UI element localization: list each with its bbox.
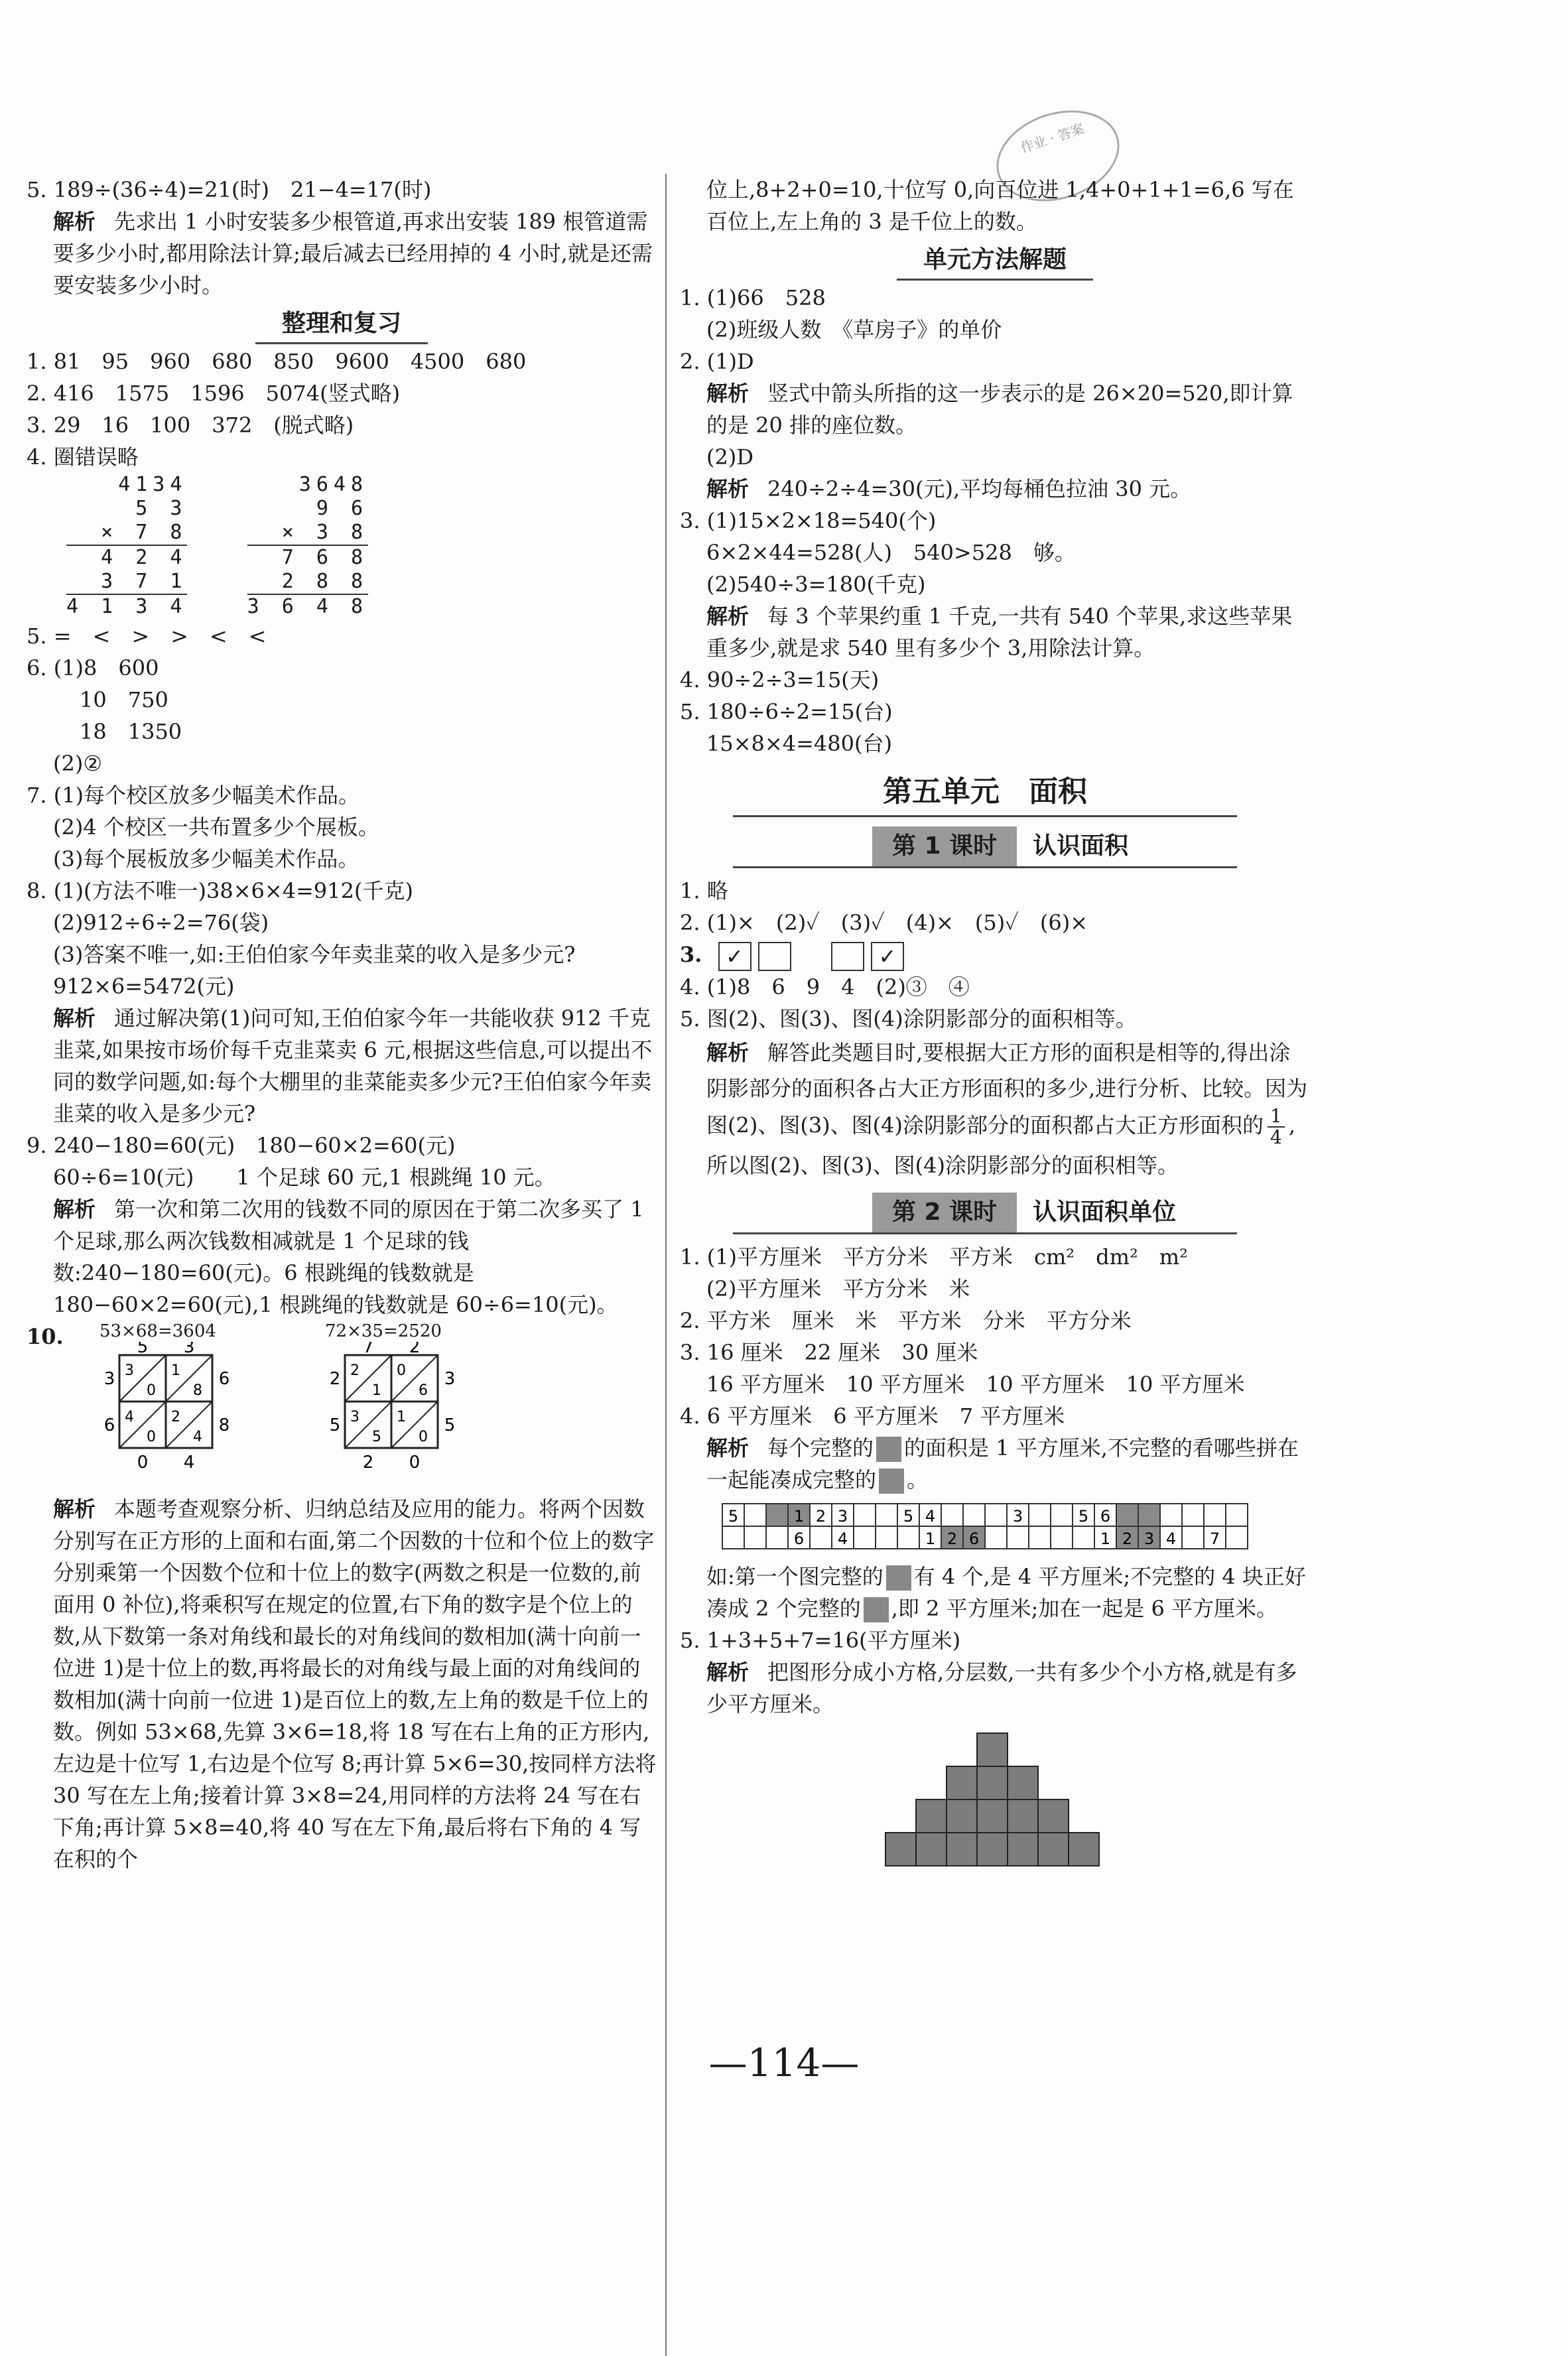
lattice-1-title: 53×68=3604 [99, 1321, 216, 1341]
review-1: 1. 81 95 960 680 850 9600 4500 680 [27, 349, 527, 374]
review-8c: (3)答案不唯一,如:王伯伯家今年卖韭菜的收入是多少元? [53, 942, 576, 967]
lattice-digit: 0 [147, 1382, 156, 1399]
right-column [680, 174, 1310, 1881]
method-1a: 1. (1)66 528 [680, 285, 826, 310]
strip-number: 4 [837, 1529, 848, 1548]
strip-number: 5 [728, 1506, 739, 1526]
lattice-digit: 3 [444, 1369, 456, 1389]
strip-number: 6 [968, 1529, 980, 1548]
strip-cell [941, 1504, 963, 1526]
strip-cell [1226, 1526, 1248, 1549]
unit-5-analysis: 解析 把图形分成小方格,分层数,一共有多少个小方格,就是有多少平方厘米。 [706, 1659, 1297, 1717]
gray-square-icon [886, 1565, 911, 1591]
vertical-calc-2: 3648 9 6 × 3 8 7 6 8 2 8 8 3 6 4 8 [247, 473, 369, 618]
pyramid-cell [1038, 1800, 1069, 1833]
strip-number: 3 [1143, 1529, 1155, 1548]
strip-cell [744, 1504, 766, 1526]
method-4: 4. 90÷2÷3=15(天) [680, 667, 880, 692]
area-1: 1. 略 [680, 878, 728, 903]
lattice-digit: 0 [397, 1362, 406, 1379]
review-7a: 7. (1)每个校区放多少幅美术作品。 [27, 783, 360, 808]
review-6c: 18 1350 [80, 719, 182, 744]
pyramid-grid [879, 1727, 1118, 1872]
unit-3b: 16 平方厘米 10 平方厘米 10 平方厘米 10 平方厘米 [706, 1371, 1245, 1397]
review-10 [27, 1321, 657, 1493]
strip-cell [854, 1526, 876, 1549]
check-box-2 [758, 942, 791, 971]
pyramid-cell [977, 1833, 1008, 1866]
lattice-digit: 6 [419, 1382, 428, 1399]
unit-3a: 3. 16 厘米 22 厘米 30 厘米 [680, 1339, 978, 1365]
lattice-2 [325, 1321, 464, 1490]
review-6a: 6. (1)8 600 [27, 655, 159, 681]
lattice-digit: 1 [397, 1409, 406, 1425]
method-2b: (2)D [706, 444, 753, 470]
method-2a-analysis: 解析 竖式中箭头所指的这一步表示的是 26×20=520,即计算的是 20 排的座位数。 [706, 381, 1293, 438]
pyramid-cell [916, 1833, 947, 1866]
method-1b: (2)班级人数 《草房子》的单价 [706, 317, 1002, 342]
review-8b: (2)912÷6÷2=76(袋) [53, 910, 269, 935]
lesson-2-tag: 第 2 课时 [872, 1193, 1017, 1232]
review-9b: 60÷6=10(元) 1 个足球 60 元,1 根跳绳 10 元。 [53, 1165, 556, 1190]
unit-title: 第五单元 面积 [733, 769, 1237, 817]
lattice-digit: 1 [372, 1382, 381, 1399]
q5-analysis: 解析 先求出 1 小时安装多少根管道,再求出安装 189 根管道需要多少小时,都用除法计算;最后减去已经用掉的 4 小时,就是还需要安装多少小时。 [53, 209, 653, 298]
strip-cell [1051, 1504, 1073, 1526]
check-box-1: ✓ [718, 942, 751, 971]
area-3: 3. ✓ ✓ [680, 939, 1310, 971]
strip-number: 4 [925, 1506, 936, 1526]
strip-cell [854, 1504, 876, 1526]
gray-square-icon [876, 1437, 901, 1462]
lattice-digit: 0 [137, 1453, 149, 1473]
strip-cell [1029, 1526, 1051, 1549]
review-10-analysis: 解析 本题考查观察分析、归纳总结及应用的能力。将两个因数分别写在正方形的上面和右面,第二个因数的十位和个位上的数字分别乘第一个因数个位和十位上的数字(两数之积是一位数的,前面用 0 补位),将乘积写在规定的位置,右下角的数字是个位上的数,从下数第一条对角线和最长的对角线间的数相加(满十向前一位进 1)是十位上的数,再将最长的对角线与最上面的对角线间的数相加(满十向前一位进 1)是百位上的数,左上角的数是千位上的数。例如 53×68,先算 3×6=18,将 18 写在右上角的正方形内,左边是十位写 1,右边是个位写 8;再计算 5×6=30,按同样方法将 30 写在左上角;接着计算 3×8=24,用同样的方法将 24 写在右下角;再计算 5×8=40,将 40 写在左下角,最后将右下角的 4 写在积的个 [53, 1496, 657, 1872]
pyramid-cell [947, 1800, 977, 1833]
lattice-digit: 3 [183, 1342, 195, 1357]
strip-cell [1116, 1504, 1138, 1526]
check-box-3 [831, 942, 864, 971]
continuation: 位上,8+2+0=10,十位写 0,向百位进 1,4+0+1+1=6,6 写在百位上,左上角的 3 是千位上的数。 [706, 177, 1294, 234]
review-10-label: 10. [27, 1324, 64, 1349]
lattice-digit: 6 [103, 1415, 115, 1435]
strip-cell [1138, 1504, 1160, 1526]
lattice-digit: 0 [419, 1429, 428, 1445]
review-2: 2. 416 1575 1596 5074(竖式略) [27, 381, 401, 406]
method-3a: 3. (1)15×2×18=540(个) [680, 508, 937, 533]
lattice-digit: 5 [372, 1429, 381, 1445]
lattice-digit: 3 [103, 1369, 115, 1389]
area-5: 5. 图(2)、图(3)、图(4)涂阴影部分的面积相等。 [680, 1006, 1137, 1031]
check-box-4: ✓ [871, 942, 904, 971]
review-8d: 912×6=5472(元) [53, 974, 235, 999]
q5-line: 5. 189÷(36÷4)=21(时) 21−4=17(时) [27, 177, 432, 202]
lattice-digit: 4 [193, 1429, 202, 1445]
vertical-calc-1: 4134 5 3 × 7 8 4 2 4 3 7 1 4 1 3 4 [66, 473, 188, 618]
lattice-digit: 0 [147, 1429, 156, 1445]
strip-cell [810, 1526, 832, 1549]
strip-cell [876, 1504, 897, 1526]
pyramid-cell [1008, 1800, 1038, 1833]
lesson-2-title: 认识面积单位 [1033, 1198, 1177, 1226]
pyramid-cell [1069, 1833, 1099, 1866]
strip-number: 1 [1100, 1529, 1111, 1548]
method-2a: 2. (1)D [680, 349, 754, 374]
review-6b: 10 750 [80, 687, 168, 712]
strip-number: 2 [947, 1529, 958, 1548]
lattice-digit: 2 [350, 1362, 359, 1379]
gray-square-icon [864, 1597, 889, 1622]
pyramid-cell [1008, 1766, 1038, 1800]
strip-number: 1 [793, 1506, 805, 1526]
gray-square-icon [879, 1469, 904, 1494]
method-title: 单元方法解题 [680, 241, 1310, 281]
method-5b: 15×8×4=480(台) [706, 731, 892, 756]
unit-2: 2. 平方米 厘米 米 平方米 分米 平方分米 [680, 1307, 1132, 1333]
lattice-digit: 3 [125, 1362, 134, 1379]
strip-number: 5 [903, 1506, 914, 1526]
lattice-digit: 2 [362, 1453, 374, 1473]
lattice-digit: 5 [137, 1342, 149, 1357]
strip-number: 6 [793, 1529, 805, 1548]
pyramid-figure [680, 1720, 1310, 1881]
strip-cell [1226, 1504, 1248, 1526]
review-8a: 8. (1)(方法不唯一)38×6×4=912(千克) [27, 878, 413, 903]
method-3c: (2)540÷3=180(千克) [706, 572, 926, 597]
review-title: 整理和复习 [27, 305, 657, 344]
unit-4: 4. 6 平方厘米 6 平方厘米 7 平方厘米 [680, 1403, 1065, 1429]
lattice-digit: 2 [329, 1369, 341, 1389]
column-divider [665, 174, 667, 2356]
strip-cell [766, 1526, 788, 1549]
pyramid-cell [947, 1833, 977, 1866]
strip-cell [1182, 1504, 1204, 1526]
lattice-digit: 5 [329, 1415, 341, 1435]
pyramid-cell [885, 1833, 916, 1866]
grid-strip [680, 1496, 1310, 1561]
corner-stamp: 作业 · 答案 [985, 96, 1132, 216]
pyramid-cell [977, 1800, 1008, 1833]
strip-cell [1160, 1504, 1182, 1526]
strip-number: 2 [815, 1506, 826, 1526]
left-column [27, 174, 657, 1875]
lesson-1-title: 认识面积 [1033, 832, 1129, 860]
unit-4-analysis: 解析 每个完整的 的面积是 1 平方厘米,不完整的看哪些拼在一起能凑成完整的 。 [680, 1432, 1310, 1496]
lattice-1 [99, 1321, 239, 1490]
strip-number: 3 [1012, 1506, 1023, 1526]
pyramid-cell [1008, 1833, 1038, 1866]
method-3-analysis: 解析 每 3 个苹果约重 1 千克,一共有 540 个苹果,求这些苹果重多少,就是求 540 里有多少个 3,用除法计算。 [706, 604, 1293, 661]
strip-cell [766, 1504, 788, 1526]
lattice-digit: 4 [183, 1453, 195, 1473]
lattice-digit: 1 [171, 1362, 180, 1379]
strip-cell [985, 1504, 1007, 1526]
strip-number: 6 [1100, 1506, 1111, 1526]
review-6d: (2)② [53, 751, 103, 776]
lattice-2-grid [325, 1342, 464, 1481]
strip-cell [876, 1526, 897, 1549]
strip-number: 2 [1122, 1529, 1133, 1548]
strip-number: 5 [1078, 1506, 1089, 1526]
review-5: 5. = < > > < < [27, 623, 267, 649]
pyramid-cell [977, 1766, 1008, 1800]
strip-cell [1073, 1526, 1094, 1549]
strip-cell [985, 1526, 1007, 1549]
method-2b-analysis: 解析 240÷2÷4=30(元),平均每桶色拉油 30 元。 [706, 476, 1192, 501]
lesson-1-header [733, 826, 1237, 868]
strip-cell [744, 1526, 766, 1549]
lattice-digit: 2 [171, 1409, 180, 1425]
strip-cell [1051, 1526, 1073, 1549]
fraction-one-quarter: $\frac{1}{4}$ [1268, 1106, 1285, 1147]
strip-cell [963, 1504, 985, 1526]
lattice-2-title: 72×35=2520 [325, 1321, 442, 1341]
strip-number: 3 [837, 1506, 848, 1526]
method-5a: 5. 180÷6÷2=15(台) [680, 699, 893, 724]
lattice-digit: 4 [125, 1409, 134, 1425]
lattice-digit: 2 [409, 1342, 421, 1357]
strip-cell [1007, 1526, 1029, 1549]
review-4: 4. 圈错误略 [27, 444, 139, 470]
lattice-digit: 0 [409, 1453, 421, 1473]
review-3: 3. 29 16 100 372 (脱式略) [27, 413, 354, 438]
review-7c: (3)每个展板放多少幅美术作品。 [53, 846, 359, 872]
strip-cell [1029, 1504, 1051, 1526]
lesson-1-tag: 第 1 课时 [872, 826, 1017, 866]
lattice-digit: 3 [350, 1409, 359, 1425]
lattice-digit: 8 [218, 1415, 230, 1435]
strip-cell [1182, 1526, 1204, 1549]
area-2: 2. (1)× (2)✓ (3)✓ (4)× (5)✓ (6)× [680, 910, 1088, 935]
method-3b: 6×2×44=528(人) 540>528 够。 [706, 540, 1076, 565]
lattice-digit: 5 [444, 1415, 456, 1435]
unit-1a: 1. (1)平方厘米 平方分米 平方米 cm² dm² m² [680, 1244, 1188, 1270]
lesson-2-header [733, 1193, 1237, 1234]
review-9a: 9. 240−180=60(元) 180−60×2=60(元) [27, 1133, 456, 1158]
vertical-calcs [27, 473, 657, 620]
review-7b: (2)4 个校区一共布置多少个展板。 [53, 815, 379, 840]
pyramid-cell [977, 1733, 1008, 1766]
pyramid-cell [1038, 1833, 1069, 1866]
pyramid-cell [947, 1766, 977, 1800]
pyramid-cell [916, 1800, 947, 1833]
unit-1b: (2)平方厘米 平方分米 米 [706, 1276, 970, 1301]
page-number: —114— [708, 2040, 860, 2085]
unit-5: 5. 1+3+5+7=16(平方厘米) [680, 1627, 961, 1653]
strip-cell [897, 1526, 919, 1549]
lattice-digit: 7 [362, 1342, 374, 1357]
unit-4-example: 如:第一个图完整的 有 4 个,是 4 平方厘米;不完整的 4 块正好凑成 2 个完整的 ,即 2 平方厘米;加在一起是 6 平方厘米。 [680, 1561, 1310, 1624]
lattice-digit: 6 [218, 1369, 230, 1389]
strip-cell [1204, 1504, 1226, 1526]
lattice-1-grid [99, 1342, 239, 1481]
strip-cell [722, 1526, 744, 1549]
area-5-analysis: 解析 解答此类题目时,要根据大正方形的面积是相等的,得出涂阴影部分的面积各占大正方形面积的多少,进行分析、比较。因为图(2)、图(3)、图(4)涂阴影部分的面积都占大正方形面积的 $\frac{1}{4}$ ,所以图(2)、图(3)、图(4)涂阴影部分的面积相等。 [706, 1039, 1308, 1178]
area-4: 4. (1)8 6 9 4 (2)③ ④ [680, 974, 970, 1000]
review-9-analysis: 解析 第一次和第二次用的钱数不同的原因在于第二次多买了 1 个足球,那么两次钱数相减就是 1 个足球的钱数:240−180=60(元)。6 根跳绳的钱数就是 180−60×2=60(元),1 根跳绳的钱数就是 60÷6=10(元)。 [53, 1197, 644, 1317]
lattice-digit: 8 [193, 1382, 202, 1399]
strip-number: 4 [1165, 1529, 1177, 1548]
grid-strip-figure [720, 1501, 1264, 1553]
strip-number: 1 [925, 1529, 936, 1548]
review-8-analysis: 解析 通过解决第(1)问可知,王伯伯家今年一共能收获 912 千克韭菜,如果按市场价每千克韭菜卖 6 元,根据这些信息,可以提出不同的数学问题,如:每个大棚里的韭菜能卖多少元?王伯伯家今年卖韭菜的收入是多少元? [53, 1006, 653, 1126]
strip-number: 7 [1209, 1529, 1220, 1548]
